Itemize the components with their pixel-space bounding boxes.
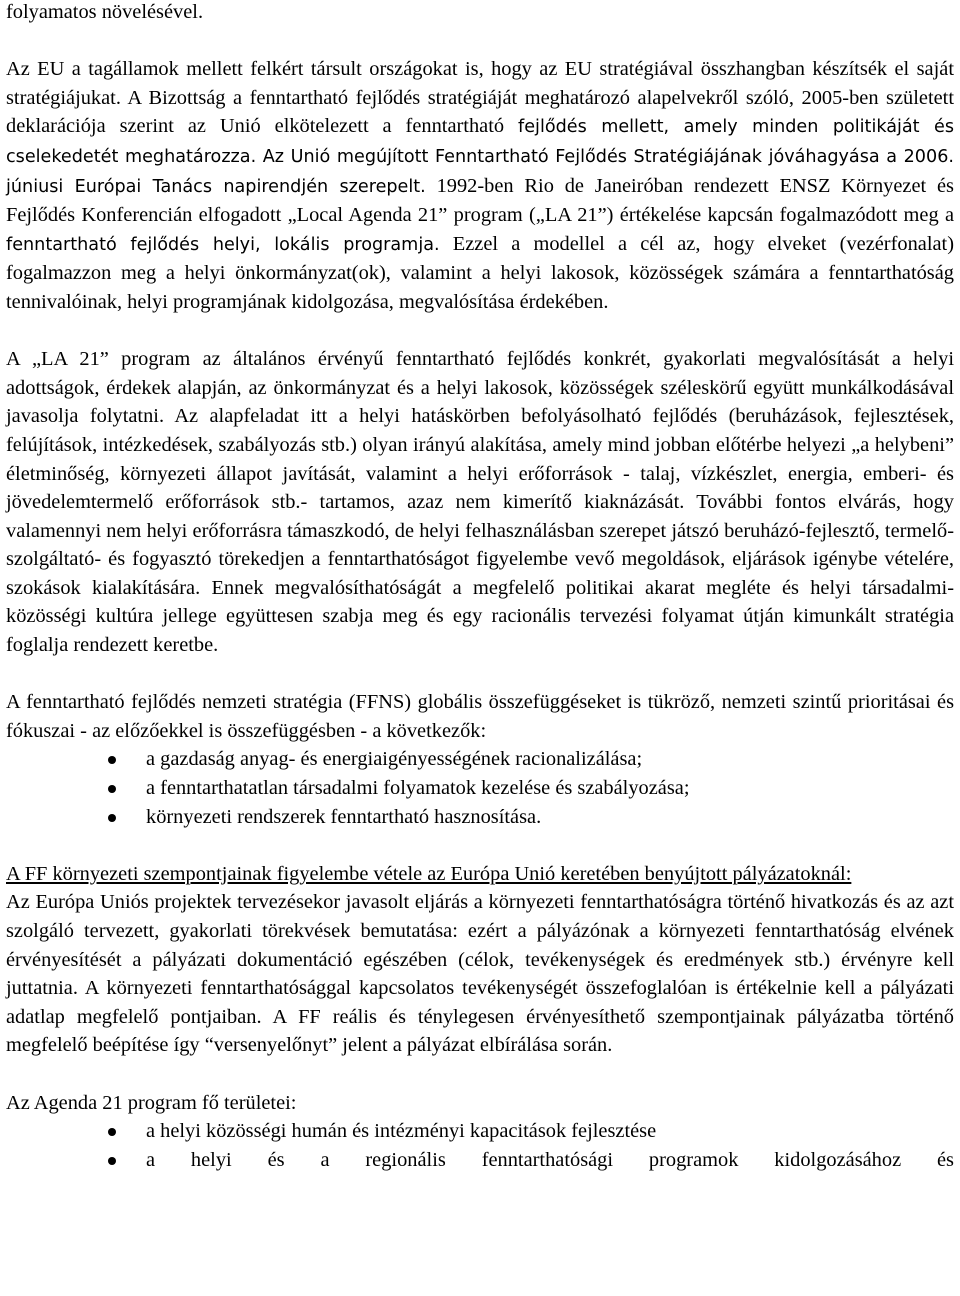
list-item: a gazdaság anyag- és energiaigényességének racionalizálása; xyxy=(6,745,954,774)
paragraph-ffns: A fenntartható fejlődés nemzeti stratégia (FFNS) globális összefüggéseket is tükröző, nemzeti szintű prioritásai és fókuszai - az előzőekkel is összefüggésben - a következők: xyxy=(6,691,954,742)
text-run-sans: fenntartható fejlődés helyi, lokális programja. xyxy=(6,234,440,255)
list-item: a fenntarthatatlan társadalmi folyamatok kezelése és szabályozása; xyxy=(6,774,954,803)
list-item: a helyi közösségi humán és intézményi kapacitások fejlesztése xyxy=(6,1117,954,1146)
priorities-list xyxy=(6,745,954,831)
text-run-sans: fejlődés mellett, amely minden politikáját és cselekedetét meghatározza. Az Unió megújított Fenntartható Fejlődés Stratégiájának jóváhagyása a 2006. júniusi Európai Tanács napirendjén szerepelt. xyxy=(6,117,954,197)
paragraph-fragment: folyamatos növelésével. xyxy=(6,1,204,23)
list-item: a helyi és a regionális fenntarthatósági programok kidolgozásához és xyxy=(6,1146,954,1175)
paragraph-la21: A „LA 21” program az általános érvényű fenntartható fejlődés konkrét, gyakorlati megvalósítását a helyi adottságok, érdekek alapján, az önkormányzat és a helyi lakosok, közösségek széleskörű együtt munkálkodásával javasolja folytatni. Az alapfeladat itt a helyi hatáskörben befolyásolható fejlődés (beruházások, fejlesztések, felújítások, intézkedések, szabályozás stb.) olyan irányú alakítása, amely mind jobban előtérbe helyezi „a helybeni” életminőség, környezeti állapot javítását, valamint a helyi erőforrások - talaj, vízkészlet, energia, emberi- és jövedelemtermelő erőforrások stb.- tartamos, azaz nem kimerítő kiaknázását. További fontos elvárás, hogy valamennyi nem helyi erőforrásra támaszkodó, de helyi felhasználásban szerepet játszó beruházó-fejlesztő, termelő-szolgáltató- és fogyasztó törekedjen a fenntarthatóságot figyelembe vevő megoldások, eljárások igénybe vételére, szokások kialakítására. Ennek megvalósíthatóságát a megfelelő politikai akarat megléte és helyi társadalmi-közösségi kultúra jellege együttesen szabja meg és egy racionális tervezési folyamat útján kimunkált stratégia foglalja rendezett keretbe. xyxy=(6,348,954,657)
text-run: 1992-ben Rio de Janeiróban rendezett ENSZ Környezet és Fejlődés Konferencián elfogadott „Local Agenda 21” program („LA 21”) értékelése kapcsán fogalmazódott meg a xyxy=(6,174,954,227)
paragraph-eu-projects: Az Európa Uniós projektek tervezésekor javasolt eljárás a környezeti fenntarthatóságra történő hivatkozás és az azt szolgáló tervezett, gyakorlati törekvések bemutatása: ezért a pályázónak a környezeti fenntarthatóság elvének érvényesítését a pályázati dokumentáció egészében (célok, tevékenységek és eredmények stb.) érvényre kell juttatnia. A környezeti fenntarthatósággal kapcsolatos tevékenységét összefoglalóan is értékelnie kell a pályázati adatlap megfelelő pontjaiban. A FF reális és ténylegesen érvényesíthető szempontjainak pályázatba történő megfelelő beépítése így “versenyelőnyt” jelent a pályázat elbírálása során. xyxy=(6,891,954,1057)
paragraph-agenda21: Az Agenda 21 program fő területei: xyxy=(6,1091,297,1114)
agenda21-areas-list xyxy=(6,1117,954,1174)
section-heading: A FF környezeti szempontjainak figyelembe vétele az Európa Unió keretében benyújtott pályázatoknál: xyxy=(6,862,852,885)
text-run: Az EU a tagállamok mellett felkért társult országokat is, hogy az EU stratégiával összhangban készítsék el saját stratégiájukat. A Bizottság a fenntartható fejlődés stratégiáját meghatározó alapelvekről szóló, 2005-ben született deklarációja szerint az Unió elkötelezett a fenntartható xyxy=(6,58,954,138)
text-run: Ezzel a modellel a cél az, hogy elveket (vezérfonalat) fogalmazzon meg a helyi önkormányzat(ok), valamint a helyi lakosok, közösségek számára a fenntarthatóság tennivalóinak, helyi programjának kidolgozása, megvalósítása érdekében. xyxy=(6,232,954,313)
list-item: környezeti rendszerek fenntartható hasznosítása. xyxy=(6,803,954,832)
paragraph-eu-strategy xyxy=(6,55,954,316)
